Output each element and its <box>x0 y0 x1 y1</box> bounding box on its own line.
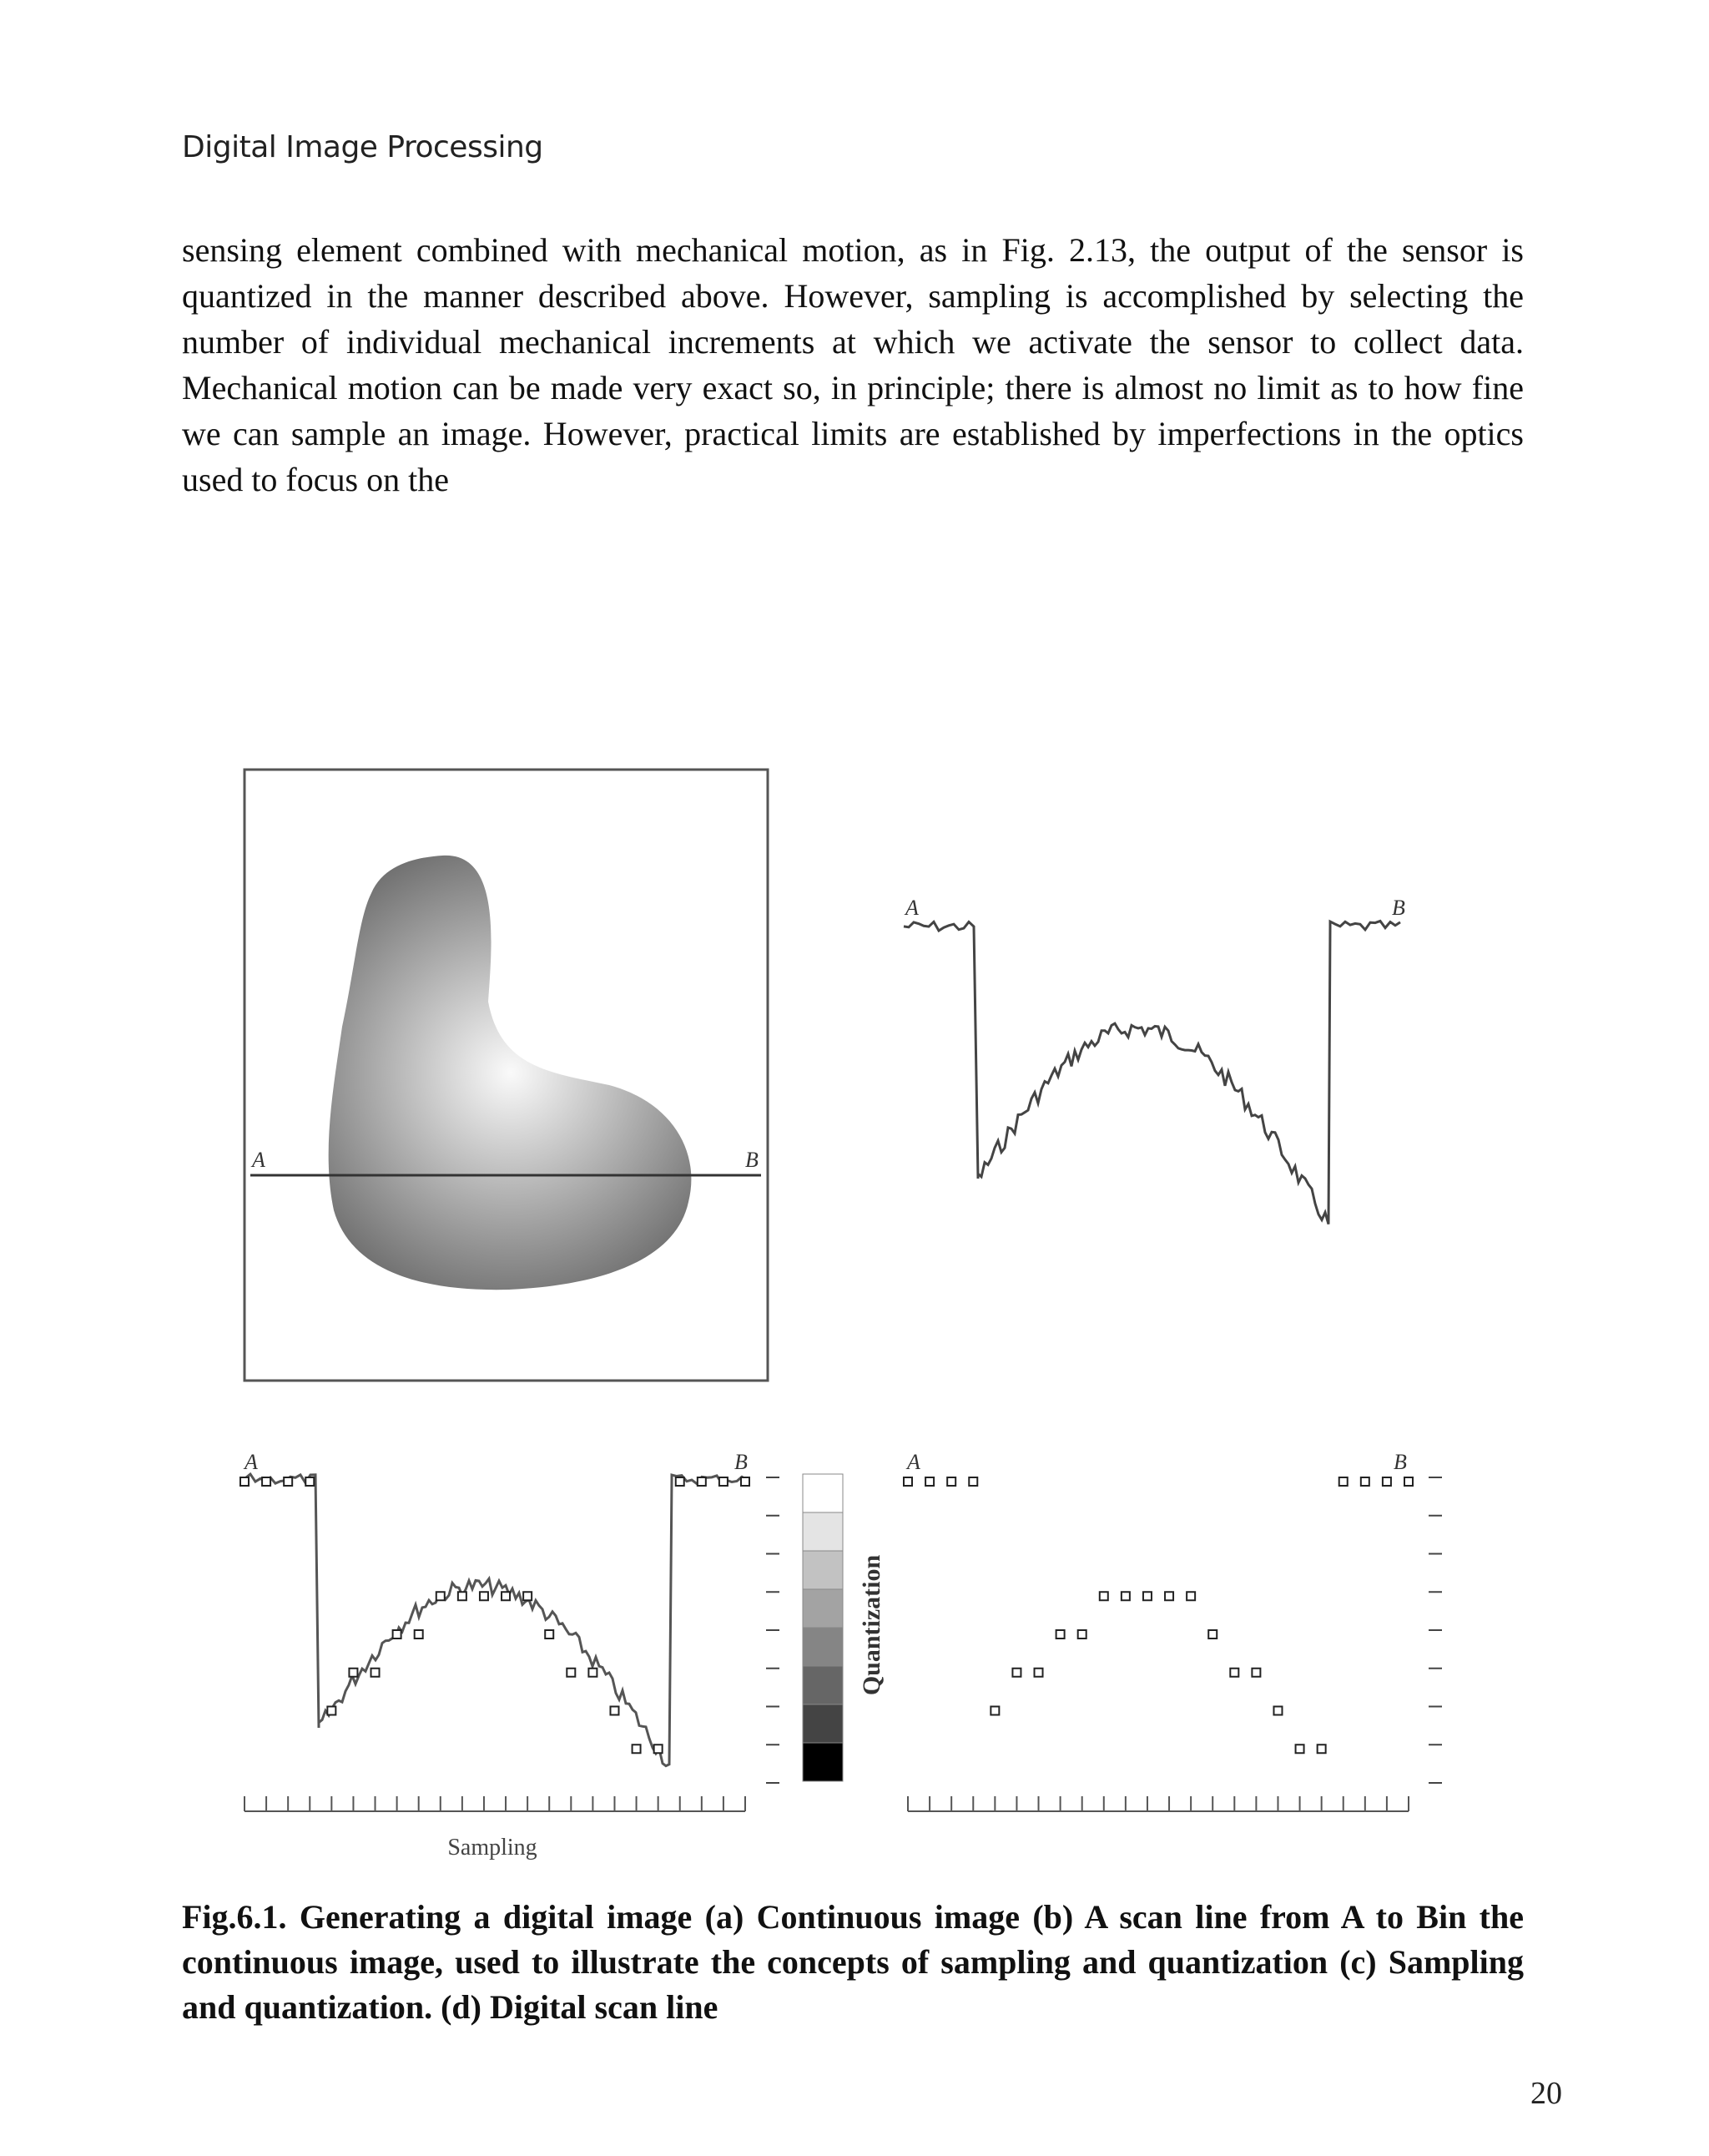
sample-point <box>393 1630 401 1638</box>
sample-point <box>610 1707 618 1715</box>
panel-a-continuous-image <box>245 770 768 1381</box>
sample-point <box>1339 1477 1348 1486</box>
sample-point <box>1273 1707 1282 1715</box>
sample-point <box>436 1592 445 1600</box>
sample-point <box>947 1477 955 1486</box>
sample-point <box>415 1630 423 1638</box>
sample-point <box>502 1592 510 1600</box>
sample-point <box>1078 1630 1086 1638</box>
panel-d-sample-points <box>904 1477 1413 1753</box>
panel-c-label-a: A <box>245 1450 258 1474</box>
panel-d-label-a: A <box>907 1450 920 1474</box>
quantization-level-swatch <box>803 1704 843 1743</box>
quantization-scale <box>803 1474 885 1781</box>
sample-point <box>545 1630 553 1638</box>
body-paragraph: sensing element combined with mechanical motion, as in Fig. 2.13, the output of the sensor is quantized in the manner described above. However, sampling is accomplished by selecting the number of individual mechanical increments at which we activate the sensor to collect data. Mechanical motion can be made very exact so, in principle; there is almost no limit as to how fine we can sample an image. However, practical limits are established by imperfections in the optics used to focus on the <box>182 231 1524 498</box>
sample-point <box>698 1477 706 1486</box>
sample-point <box>676 1477 684 1486</box>
panel-c-label-b: B <box>734 1450 748 1474</box>
sample-point <box>719 1477 728 1486</box>
sample-point <box>1252 1669 1260 1677</box>
sample-point <box>327 1707 335 1715</box>
sample-point <box>991 1707 999 1715</box>
quantization-level-swatch <box>803 1666 843 1704</box>
sample-point <box>633 1744 641 1753</box>
sample-point <box>1404 1477 1413 1486</box>
sample-point <box>262 1477 270 1486</box>
sample-point <box>969 1477 977 1486</box>
quantization-level-swatch <box>803 1628 843 1666</box>
panel-b-profile-curve <box>904 921 1400 1224</box>
panel-d-digital-scan-line <box>904 1450 1442 1811</box>
panel-b-scan-line-profile <box>904 896 1405 1224</box>
sample-point <box>349 1669 357 1677</box>
sample-point <box>480 1592 488 1600</box>
panel-a-label-b: B <box>745 1148 759 1172</box>
sample-point <box>1361 1477 1369 1486</box>
quantization-level-swatch <box>803 1474 843 1512</box>
sample-point <box>1318 1744 1326 1753</box>
sample-point <box>588 1669 597 1677</box>
sample-point <box>1165 1592 1173 1600</box>
panel-c-quantization-ticks <box>766 1477 779 1783</box>
sample-point <box>925 1477 934 1486</box>
panel-c-sampling-ticks <box>245 1796 745 1811</box>
sample-point <box>1056 1630 1065 1638</box>
sample-point <box>1012 1669 1021 1677</box>
quantization-gray-levels <box>803 1474 843 1781</box>
sample-point <box>1187 1592 1195 1600</box>
sample-point <box>1296 1744 1304 1753</box>
sample-point <box>1208 1630 1217 1638</box>
sample-point <box>654 1744 663 1753</box>
quantization-level-swatch <box>803 1512 843 1551</box>
sample-point <box>305 1477 314 1486</box>
running-head: Digital Image Processing <box>182 130 543 164</box>
panel-b-label-a: A <box>905 896 919 920</box>
sample-point <box>904 1477 912 1486</box>
sample-point <box>371 1669 380 1677</box>
sample-point <box>1383 1477 1391 1486</box>
sample-point <box>741 1477 749 1486</box>
sample-point <box>284 1477 292 1486</box>
panel-c-sampling-label: Sampling <box>447 1835 537 1861</box>
quantization-level-swatch <box>803 1589 843 1628</box>
sample-point <box>1143 1592 1152 1600</box>
panel-d-quantization-ticks <box>1429 1477 1442 1783</box>
quantization-level-swatch <box>803 1743 843 1781</box>
sample-point <box>567 1669 575 1677</box>
panel-c-sampling-quantization <box>240 1450 779 1861</box>
sample-point <box>523 1592 532 1600</box>
panel-b-label-b: B <box>1392 896 1405 920</box>
sample-point <box>458 1592 466 1600</box>
sample-point <box>240 1477 249 1486</box>
figure-caption: Fig.6.1. Generating a digital image (a) Continuous image (b) A scan line from A to Bin the continuous image, used to illustrate the concepts of sampling and quantization (c) Sampling and quantization. (d) Digital scan line <box>182 1898 1524 2026</box>
sample-point <box>1122 1592 1130 1600</box>
sample-point <box>1100 1592 1108 1600</box>
quantization-label: Quantization <box>858 1554 885 1696</box>
sample-point <box>1230 1669 1238 1677</box>
quantization-level-swatch <box>803 1551 843 1589</box>
panel-d-sampling-ticks <box>908 1796 1409 1811</box>
panel-d-label-b: B <box>1394 1450 1407 1474</box>
sample-point <box>1035 1669 1043 1677</box>
panel-a-label-a: A <box>252 1148 265 1172</box>
panel-c-profile-curve <box>240 1474 747 1766</box>
page-number: 20 <box>1530 2076 1562 2111</box>
